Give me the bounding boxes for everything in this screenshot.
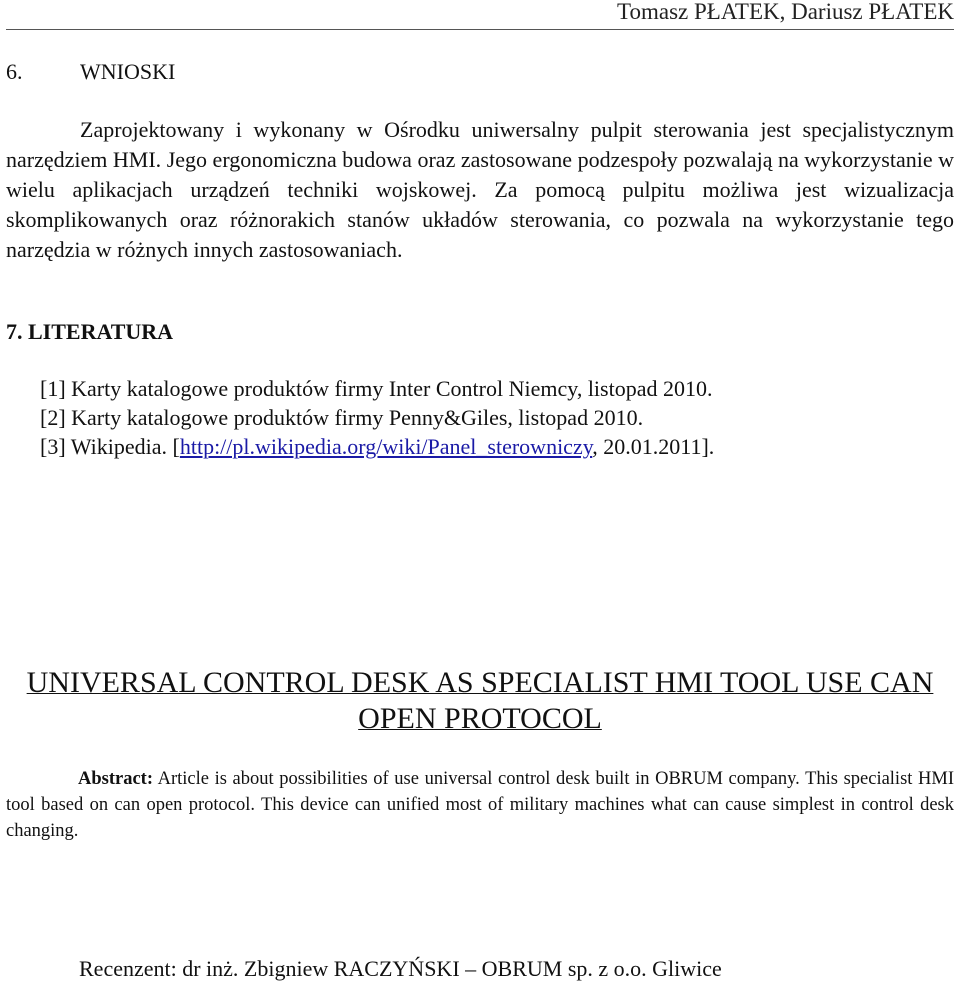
abstract-label: Abstract: <box>78 769 154 789</box>
section-6-heading <box>6 58 175 86</box>
reference-item: [2] Karty katalogowe produktów firmy Penny&Giles, listopad 2010. <box>40 405 644 430</box>
conclusions-paragraph: Zaprojektowany i wykonany w Ośrodku uniwersalny pulpit sterowania jest specjalistycznym narzędziem HMI. Jego ergonomiczna budowa oraz zastosowane podzespoły pozwalają na wykorzystanie w wielu aplikacjach urządzeń techniki wojskowej. Za pomocą pulpitu możliwa jest wizualizacja skomplikowanych oraz różnorakich stanów układów sterowania, co pozwala na wykorzystanie tego narzędzia w różnych innych zastosowaniach. <box>6 117 954 262</box>
abstract-text: Article is about possibilities of use universal control desk built in OBRUM company. This specialist HMI tool based on can open protocol. This device can unified most of military machines what can cause simplest in control desk changing. <box>6 769 954 841</box>
abstract-paragraph <box>6 766 954 844</box>
reviewer-line: Recenzent: dr inż. Zbigniew RACZYŃSKI – OBRUM sp. z o.o. Gliwice <box>79 956 722 981</box>
section-6-number: 6. <box>6 59 23 84</box>
reference-prefix: [3] Wikipedia. [ <box>40 434 180 459</box>
section-7-heading: 7. LITERATURA <box>6 319 174 344</box>
wikipedia-link[interactable]: http://pl.wikipedia.org/wiki/Panel_sterowniczy <box>179 434 593 459</box>
english-title: UNIVERSAL CONTROL DESK AS SPECIALIST HMI TOOL USE CAN OPEN PROTOCOL <box>26 666 934 735</box>
reference-list <box>40 374 714 461</box>
reference-suffix: , 20.01.2011]. <box>592 434 715 459</box>
reference-item: [1] Karty katalogowe produktów firmy Inter Control Niemcy, listopad 2010. <box>40 376 713 401</box>
reference-item <box>40 432 714 461</box>
header-rule <box>6 29 954 30</box>
section-6-title: WNIOSKI <box>80 59 176 84</box>
running-header-authors: Tomasz PŁATEK, Dariusz PŁATEK <box>617 0 954 24</box>
